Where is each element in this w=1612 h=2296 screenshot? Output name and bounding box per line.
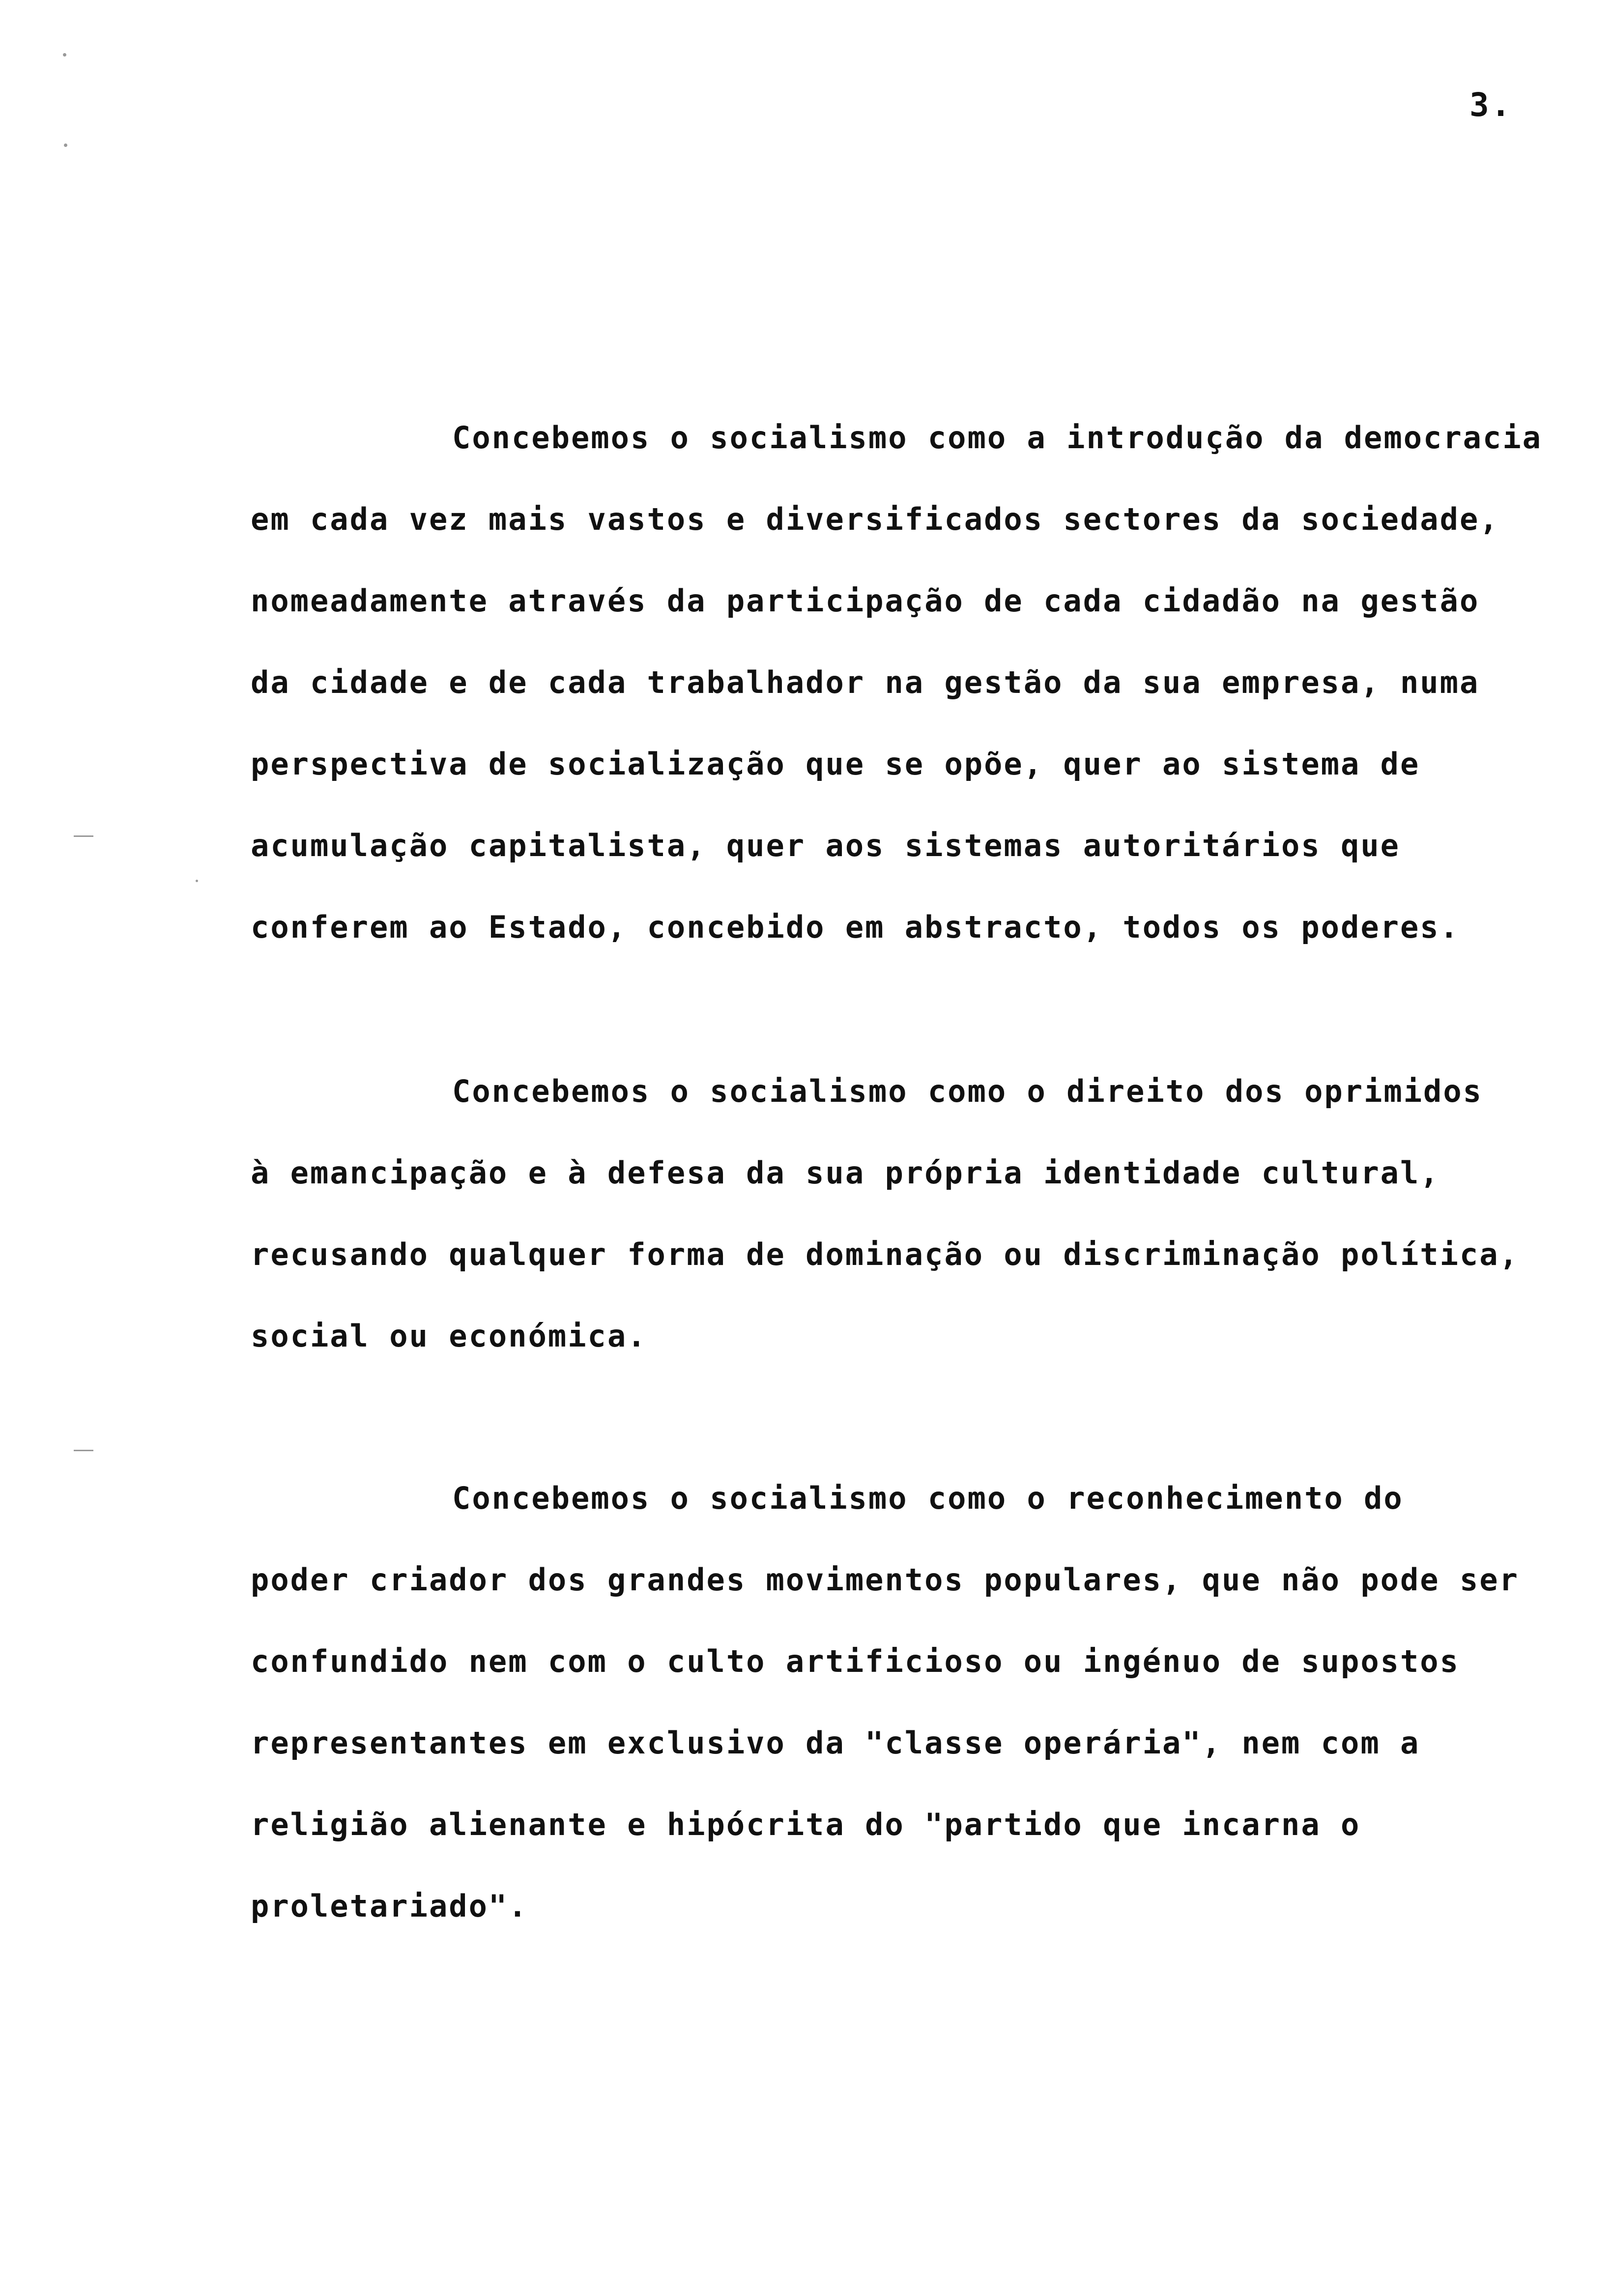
paragraph-line: representantes em exclusivo da "classe operária", nem com a bbox=[251, 1725, 1420, 1761]
paragraph-line: poder criador dos grandes movimentos populares, que não pode ser bbox=[251, 1562, 1519, 1598]
scan-mark bbox=[74, 835, 93, 837]
paragraph-line: Concebemos o socialismo como o direito dos oprimidos bbox=[452, 1073, 1483, 1109]
paragraph-line: conferem ao Estado, concebido em abstracto, todos os poderes. bbox=[251, 909, 1460, 945]
paragraph-line: da cidade e de cada trabalhador na gestão da sua empresa, numa bbox=[251, 664, 1480, 700]
scan-speck bbox=[63, 53, 66, 57]
paragraph-line: acumulação capitalista, quer aos sistemas autoritários que bbox=[251, 828, 1400, 863]
scan-mark bbox=[74, 1450, 93, 1451]
paragraph-line: religião alienante e hipócrita do "partido que incarna o bbox=[251, 1807, 1361, 1842]
paragraph-line: Concebemos o socialismo como a introdução da democracia bbox=[452, 420, 1542, 456]
scan-speck bbox=[196, 880, 198, 882]
paragraph-line: social ou económica. bbox=[251, 1318, 647, 1354]
paragraph-line: em cada vez mais vastos e diversificados sectores da sociedade, bbox=[251, 501, 1499, 537]
paragraph-line: confundido nem com o culto artificioso ou ingénuo de supostos bbox=[251, 1643, 1460, 1679]
paragraph-line: nomeadamente através da participação de cada cidadão na gestão bbox=[251, 583, 1480, 619]
page-number: 3. bbox=[1469, 86, 1513, 124]
scan-speck bbox=[64, 144, 67, 147]
paragraph-line: proletariado". bbox=[251, 1888, 528, 1924]
paragraph bbox=[251, 1458, 1538, 1947]
paragraph-line: Concebemos o socialismo como o reconhecimento do bbox=[452, 1480, 1404, 1516]
paragraph-line: à emancipação e à defesa da sua própria identidade cultural, bbox=[251, 1155, 1440, 1191]
paragraph bbox=[251, 1051, 1538, 1377]
paragraph-line: recusando qualquer forma de dominação ou discriminação política, bbox=[251, 1236, 1519, 1272]
paragraph-line: perspectiva de socialização que se opõe, quer ao sistema de bbox=[251, 746, 1420, 782]
paragraph bbox=[251, 397, 1542, 968]
